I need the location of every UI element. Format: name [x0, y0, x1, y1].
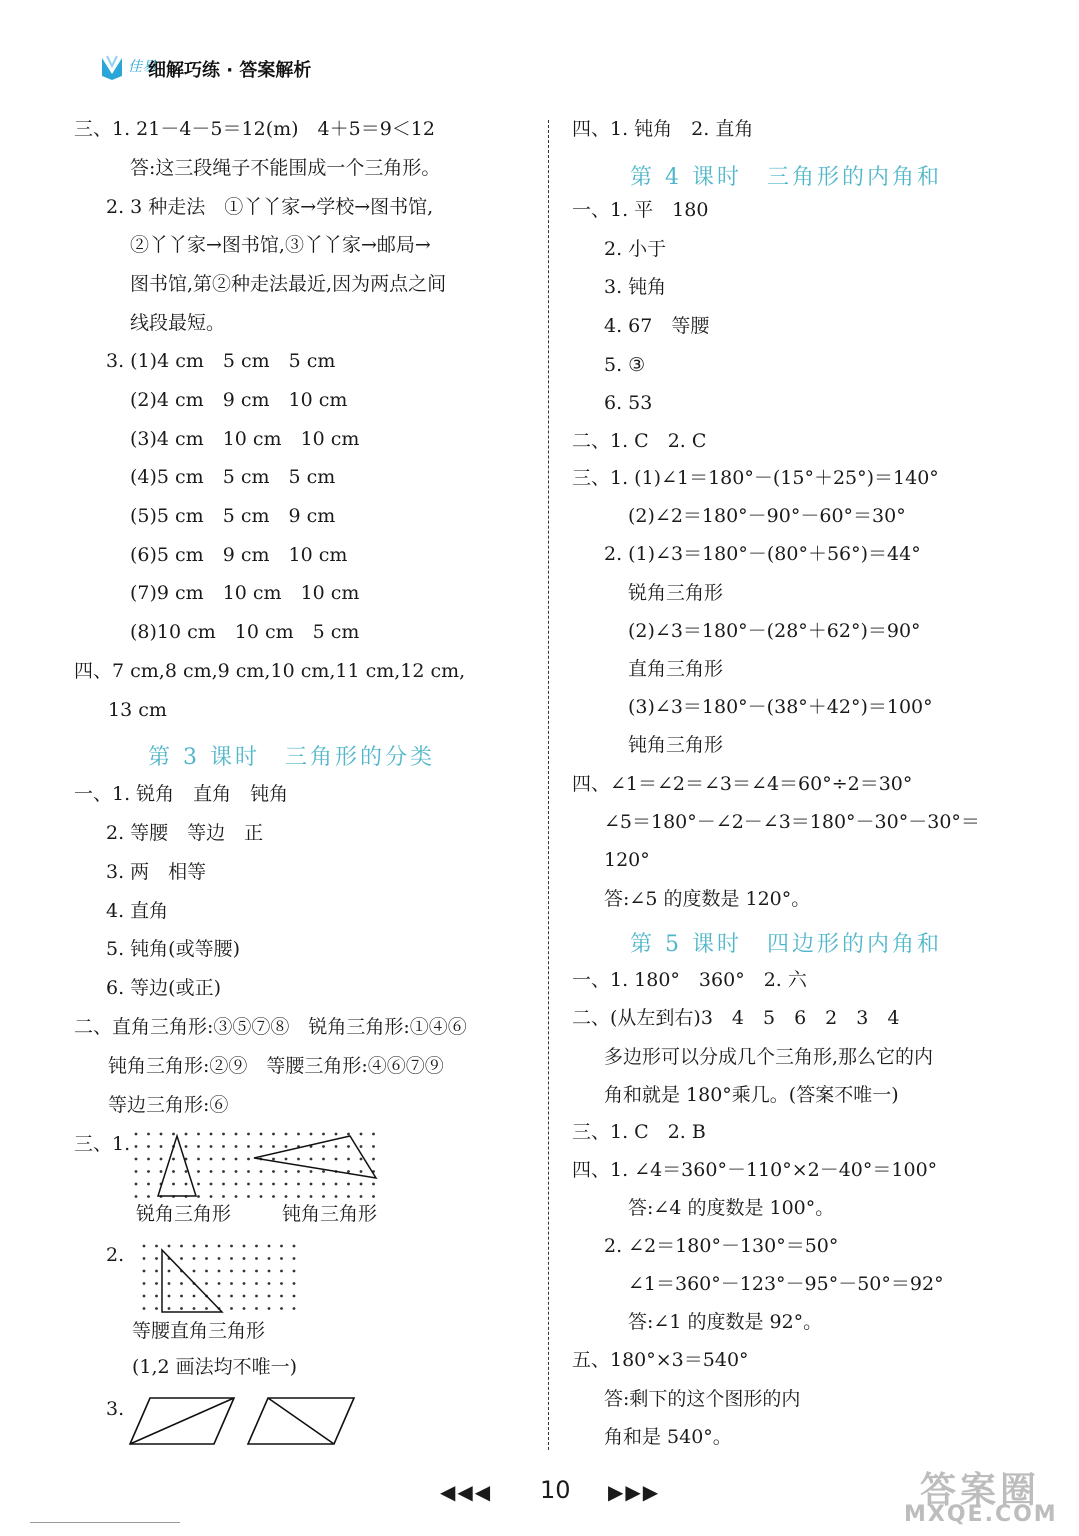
column-divider — [548, 120, 549, 1450]
grid-dot — [155, 1295, 158, 1298]
grid-dot — [222, 1133, 225, 1136]
left-s4a: 四、7 cm,8 cm,9 cm,10 cm,11 cm,12 cm, — [74, 660, 466, 682]
grid-dot — [155, 1282, 158, 1285]
grid-dot — [372, 1183, 375, 1186]
grid-dot — [280, 1270, 283, 1273]
grid-dot — [285, 1170, 288, 1173]
grid-dot — [372, 1145, 375, 1148]
grid-dot — [222, 1145, 225, 1148]
grid-dot — [135, 1170, 138, 1173]
grid-dot — [172, 1158, 175, 1161]
grid-dot — [180, 1282, 183, 1285]
l3-3-2-label: 2. — [106, 1244, 125, 1266]
r-c-item: 三、1. (1)∠1＝180°－(15°＋25°)＝140° — [572, 467, 939, 489]
left-s3-2d: 线段最短。 — [130, 312, 226, 334]
grid-dot — [272, 1158, 275, 1161]
grid-dot — [168, 1307, 171, 1310]
grid-dot — [285, 1183, 288, 1186]
grid-dot — [243, 1282, 246, 1285]
grid-dot — [168, 1245, 171, 1248]
grid-dot — [193, 1295, 196, 1298]
parallelograms-figure — [128, 1394, 360, 1450]
grid-dot — [235, 1145, 238, 1148]
grid-dot — [272, 1145, 275, 1148]
grid-dot — [185, 1183, 188, 1186]
grid-dot — [235, 1195, 238, 1198]
grid-dot — [160, 1170, 163, 1173]
r-c-item: 锐角三角形 — [628, 582, 724, 604]
grid-dot — [168, 1270, 171, 1273]
grid-dot — [218, 1245, 221, 1248]
watermark-logo-text: 答案圈 — [920, 1470, 1041, 1511]
grid-dot — [272, 1170, 275, 1173]
left-s4b: 13 cm — [108, 699, 167, 721]
grid-dot — [143, 1282, 146, 1285]
r-e-item: 三、1. C 2. B — [572, 1121, 706, 1143]
left-s3-3-line: (4)5 cm 5 cm 5 cm — [130, 466, 336, 488]
grid-dot — [230, 1245, 233, 1248]
grid-dot — [210, 1133, 213, 1136]
grid-dot — [293, 1257, 296, 1260]
right-r4: 四、1. 钝角 2. 直角 — [572, 118, 754, 140]
grid-dot — [235, 1183, 238, 1186]
grid-dot — [280, 1282, 283, 1285]
grid-dot — [293, 1307, 296, 1310]
grid-dot — [205, 1257, 208, 1260]
grid-dot — [310, 1195, 313, 1198]
grid-dot — [168, 1295, 171, 1298]
grid-dot — [247, 1133, 250, 1136]
grid-dot — [260, 1195, 263, 1198]
r-a-item: 2. 小于 — [604, 238, 667, 260]
grid-dot — [222, 1183, 225, 1186]
l3-item: 2. 等腰 等边 正 — [106, 822, 264, 844]
left-s3-3-line: 3. (1)4 cm 5 cm 5 cm — [106, 350, 336, 372]
grid-dot — [243, 1257, 246, 1260]
l3-2c: 等边三角形:⑥ — [108, 1094, 229, 1116]
grid-dot — [230, 1257, 233, 1260]
grid-dot — [322, 1195, 325, 1198]
grid-dot — [310, 1133, 313, 1136]
grid-dot — [222, 1170, 225, 1173]
r-e-item: 角和是 540°。 — [604, 1426, 732, 1448]
grid-dot — [172, 1183, 175, 1186]
footer-rule — [30, 1522, 180, 1523]
watermark-url: MXQE.COM — [904, 1502, 1058, 1527]
grid-dot — [135, 1145, 138, 1148]
r-a-item: 3. 钝角 — [604, 276, 667, 298]
grid-dot — [210, 1183, 213, 1186]
grid-dot — [360, 1170, 363, 1173]
grid-dot — [230, 1295, 233, 1298]
grid-dot — [168, 1282, 171, 1285]
grid-dot — [268, 1270, 271, 1273]
grid-dot — [285, 1133, 288, 1136]
acute-triangle-shape — [158, 1136, 196, 1196]
grid-dot — [347, 1158, 350, 1161]
grid-dot — [147, 1170, 150, 1173]
grid-dot — [210, 1170, 213, 1173]
grid-dot — [205, 1245, 208, 1248]
r-c-item: (2)∠2＝180°－90°－60°＝30° — [628, 505, 906, 527]
grid-dot — [335, 1133, 338, 1136]
r-c-item: (2)∠3＝180°－(28°＋62°)＝90° — [628, 620, 921, 642]
grid-dot — [235, 1170, 238, 1173]
grid-dot — [260, 1183, 263, 1186]
grid-dot — [143, 1245, 146, 1248]
grid-dot — [322, 1158, 325, 1161]
grid-dot — [293, 1270, 296, 1273]
l3-item: 4. 直角 — [106, 900, 169, 922]
r-b: 二、1. C 2. C — [572, 430, 707, 452]
next-arrows-icon[interactable]: ▶▶▶ — [608, 1480, 661, 1504]
grid-dot — [272, 1183, 275, 1186]
left-s3-3-line: (2)4 cm 9 cm 10 cm — [130, 389, 348, 411]
grid-dot — [310, 1158, 313, 1161]
r-d3: 120° — [604, 849, 650, 871]
left-s3-2c: 图书馆,第②种走法最近,因为两点之间 — [130, 273, 447, 295]
r-e-item: 二、(从左到右)3 4 5 6 2 3 4 — [572, 1007, 900, 1029]
grid-dot — [310, 1170, 313, 1173]
r-e-item: ∠1＝360°－123°－95°－50°＝92° — [628, 1273, 944, 1295]
grid-dot — [260, 1133, 263, 1136]
grid-dot — [347, 1183, 350, 1186]
grid-dot — [280, 1245, 283, 1248]
grid-dot — [255, 1257, 258, 1260]
grid-dot — [160, 1133, 163, 1136]
r-d1: 四、∠1＝∠2＝∠3＝∠4＝60°÷2＝30° — [572, 773, 913, 795]
l3-item: 3. 两 相等 — [106, 861, 207, 883]
grid-dot — [230, 1282, 233, 1285]
lesson3-heading: 第 3 课时 三角形的分类 — [148, 745, 435, 770]
grid-dot — [222, 1158, 225, 1161]
grid-dot — [230, 1307, 233, 1310]
left-s3-1a: 三、1. 21－4－5＝12(m) 4＋5＝9＜12 — [74, 118, 435, 140]
grid-dot — [193, 1307, 196, 1310]
left-s3-3-line: (7)9 cm 10 cm 10 cm — [130, 582, 360, 604]
grid-dot — [243, 1307, 246, 1310]
grid-dot — [372, 1195, 375, 1198]
caption-obtuse: 钝角三角形 — [282, 1203, 378, 1225]
grid-dot — [310, 1183, 313, 1186]
grid-dot — [243, 1245, 246, 1248]
l3-item: 5. 钝角(或等腰) — [106, 938, 240, 960]
grid-dot — [360, 1145, 363, 1148]
grid-dot — [210, 1145, 213, 1148]
grid-dot — [280, 1295, 283, 1298]
grid-dot — [285, 1158, 288, 1161]
grid-dot — [272, 1133, 275, 1136]
grid-dot — [297, 1195, 300, 1198]
r-a-item: 4. 67 等腰 — [604, 315, 710, 337]
grid-dot — [335, 1145, 338, 1148]
grid-dot — [255, 1245, 258, 1248]
grid-dot — [347, 1133, 350, 1136]
r-c-item: 钝角三角形 — [628, 734, 724, 756]
l3-item: 一、1. 锐角 直角 钝角 — [74, 783, 289, 805]
grid-dot — [280, 1307, 283, 1310]
grid-dot — [135, 1195, 138, 1198]
l3-3-1-label: 三、1. — [74, 1133, 131, 1155]
grid-dot — [143, 1295, 146, 1298]
grid-dot — [260, 1145, 263, 1148]
grid-dot — [285, 1195, 288, 1198]
grid-dot — [147, 1195, 150, 1198]
grid-dot — [255, 1282, 258, 1285]
grid-dot — [293, 1282, 296, 1285]
page-header-title: 细解巧练 · 答案解析 — [148, 60, 312, 81]
grid-dot — [285, 1145, 288, 1148]
r-e-item: 答:∠1 的度数是 92°。 — [628, 1311, 823, 1333]
grid-dot — [147, 1145, 150, 1148]
grid-dot — [160, 1145, 163, 1148]
grid-dot — [322, 1145, 325, 1148]
grid-dot — [205, 1270, 208, 1273]
grid-dot — [180, 1295, 183, 1298]
grid-dot — [293, 1295, 296, 1298]
grid-dot — [347, 1195, 350, 1198]
previous-arrows-icon[interactable]: ◀◀◀ — [440, 1480, 493, 1504]
grid-dot — [197, 1133, 200, 1136]
grid-dot — [235, 1158, 238, 1161]
grid-dot — [155, 1245, 158, 1248]
grid-dot — [180, 1245, 183, 1248]
grid-dot — [155, 1270, 158, 1273]
grid-dot — [272, 1195, 275, 1198]
r-e-item: 2. ∠2＝180°－130°＝50° — [604, 1235, 839, 1257]
left-s3-2b: ②丫丫家→图书馆,③丫丫家→邮局→ — [130, 234, 431, 256]
grid-dot — [135, 1133, 138, 1136]
grid-dot — [147, 1133, 150, 1136]
grid-dot — [218, 1257, 221, 1260]
grid-dot — [197, 1170, 200, 1173]
left-s3-2a: 2. 3 种走法 ①丫丫家→学校→图书馆, — [106, 196, 434, 218]
r-a-item: 6. 53 — [604, 392, 653, 414]
grid-dot — [210, 1195, 213, 1198]
grid-dot — [268, 1295, 271, 1298]
grid-dot — [322, 1133, 325, 1136]
grid-dot — [235, 1133, 238, 1136]
grid-dot — [293, 1245, 296, 1248]
left-s3-1b: 答:这三段绳子不能围成一个三角形。 — [130, 157, 441, 179]
grid-dot — [372, 1158, 375, 1161]
grid-dot — [218, 1282, 221, 1285]
grid-dot — [193, 1257, 196, 1260]
grid-dot — [197, 1158, 200, 1161]
grid-dot — [147, 1183, 150, 1186]
grid-dot — [243, 1270, 246, 1273]
grid-dot — [335, 1183, 338, 1186]
r-c-item: 直角三角形 — [628, 658, 724, 680]
dot-grid-triangles-figure — [130, 1128, 390, 1206]
l3-2b: 钝角三角形:②⑨ 等腰三角形:④⑥⑦⑨ — [108, 1055, 444, 1077]
grid-dot — [185, 1170, 188, 1173]
grid-dot — [322, 1170, 325, 1173]
left-s3-3-line: (3)4 cm 10 cm 10 cm — [130, 428, 360, 450]
grid-dot — [143, 1307, 146, 1310]
grid-dot — [268, 1257, 271, 1260]
grid-dot — [172, 1133, 175, 1136]
dot-grid-right-triangle-figure — [140, 1242, 310, 1322]
grid-dot — [247, 1158, 250, 1161]
r-c-item: 2. (1)∠3＝180°－(80°＋56°)＝44° — [604, 543, 921, 565]
grid-dot — [297, 1133, 300, 1136]
grid-dot — [143, 1257, 146, 1260]
grid-dot — [135, 1158, 138, 1161]
grid-dot — [180, 1307, 183, 1310]
grid-dot — [335, 1195, 338, 1198]
l3-3-3-label: 3. — [106, 1398, 125, 1420]
grid-dot — [160, 1158, 163, 1161]
grid-dot — [243, 1295, 246, 1298]
grid-dot — [347, 1145, 350, 1148]
isosceles-right-triangle-shape — [162, 1250, 222, 1312]
grid-dot — [247, 1183, 250, 1186]
grid-dot — [360, 1158, 363, 1161]
grid-dot — [322, 1183, 325, 1186]
grid-dot — [268, 1282, 271, 1285]
l3-item: 6. 等边(或正) — [106, 977, 221, 999]
grid-dot — [372, 1133, 375, 1136]
grid-dot — [360, 1195, 363, 1198]
grid-dot — [193, 1270, 196, 1273]
grid-dot — [135, 1183, 138, 1186]
grid-dot — [222, 1195, 225, 1198]
r-c-item: (3)∠3＝180°－(38°＋42°)＝100° — [628, 696, 933, 718]
grid-dot — [197, 1183, 200, 1186]
lesson5-heading: 第 5 课时 四边形的内角和 — [630, 932, 942, 957]
grid-dot — [255, 1270, 258, 1273]
grid-dot — [193, 1245, 196, 1248]
grid-dot — [172, 1170, 175, 1173]
grid-dot — [297, 1183, 300, 1186]
grid-dot — [247, 1195, 250, 1198]
grid-dot — [260, 1170, 263, 1173]
grid-dot — [297, 1158, 300, 1161]
r-e-item: 五、180°×3＝540° — [572, 1349, 749, 1371]
grid-dot — [247, 1145, 250, 1148]
grid-dot — [180, 1257, 183, 1260]
left-s3-3-line: (8)10 cm 10 cm 5 cm — [130, 621, 360, 643]
grid-dot — [297, 1170, 300, 1173]
l3-2a: 二、直角三角形:③⑤⑦⑧ 锐角三角形:①④⑥ — [74, 1016, 467, 1038]
page-number: 10 — [540, 1476, 571, 1504]
lesson4-heading: 第 4 课时 三角形的内角和 — [630, 165, 942, 190]
r-e-item: 答:剩下的这个图形的内 — [604, 1388, 801, 1410]
left-s3-3-line: (6)5 cm 9 cm 10 cm — [130, 544, 348, 566]
grid-dot — [360, 1133, 363, 1136]
r-e-item: 答:∠4 的度数是 100°。 — [628, 1197, 835, 1219]
grid-dot — [218, 1270, 221, 1273]
r-a-item: 5. ③ — [604, 354, 646, 376]
left-s3-3-line: (5)5 cm 5 cm 9 cm — [130, 505, 336, 527]
grid-dot — [185, 1133, 188, 1136]
grid-dot — [280, 1257, 283, 1260]
grid-dot — [255, 1295, 258, 1298]
grid-dot — [205, 1282, 208, 1285]
grid-dot — [155, 1257, 158, 1260]
r-e-item: 一、1. 180° 360° 2. 六 — [572, 969, 807, 991]
brand-name: 佳易 — [128, 59, 156, 75]
grid-dot — [268, 1307, 271, 1310]
note-not-unique: (1,2 画法均不唯一) — [132, 1356, 298, 1378]
grid-dot — [143, 1270, 146, 1273]
caption-acute: 锐角三角形 — [136, 1203, 232, 1225]
grid-dot — [230, 1270, 233, 1273]
grid-dot — [335, 1158, 338, 1161]
grid-dot — [147, 1158, 150, 1161]
r-e-item: 四、1. ∠4＝360°－110°×2－40°＝100° — [572, 1159, 938, 1181]
grid-dot — [347, 1170, 350, 1173]
r-e-item: 多边形可以分成几个三角形,那么它的内 — [604, 1046, 934, 1068]
grid-dot — [247, 1170, 250, 1173]
grid-dot — [268, 1245, 271, 1248]
grid-dot — [255, 1307, 258, 1310]
grid-dot — [185, 1145, 188, 1148]
caption-isosceles-right: 等腰直角三角形 — [132, 1320, 266, 1342]
r-d4: 答:∠5 的度数是 120°。 — [604, 888, 811, 910]
grid-dot — [205, 1307, 208, 1310]
grid-dot — [155, 1307, 158, 1310]
grid-dot — [360, 1183, 363, 1186]
r-e-item: 角和就是 180°乘几。(答案不唯一) — [604, 1084, 899, 1106]
grid-dot — [197, 1145, 200, 1148]
r-d2: ∠5＝180°－∠2－∠3＝180°－30°－30°＝ — [604, 811, 980, 833]
grid-dot — [197, 1195, 200, 1198]
grid-dot — [210, 1158, 213, 1161]
r-a-item: 一、1. 平 180 — [572, 199, 709, 221]
grid-dot — [218, 1295, 221, 1298]
